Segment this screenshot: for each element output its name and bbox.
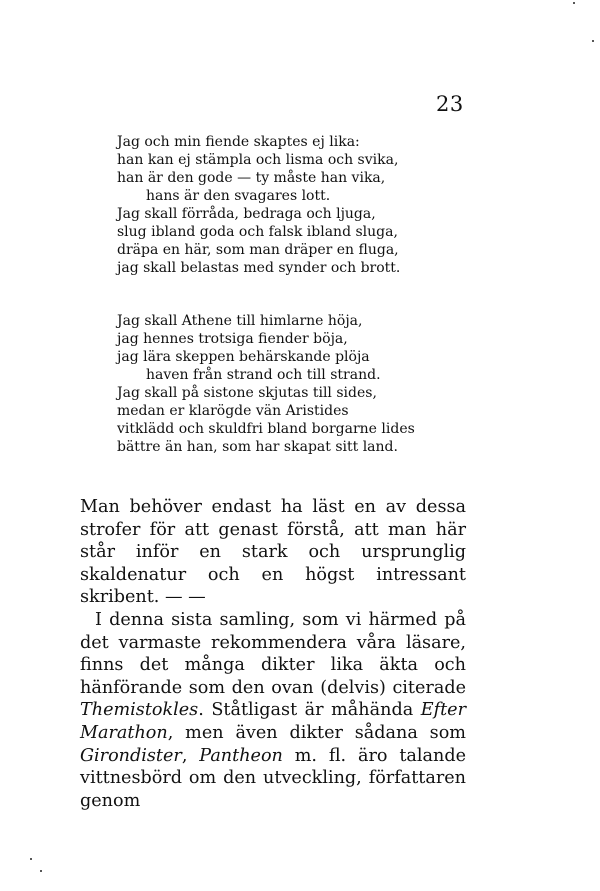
poem-line: jag lära skeppen behärskande plöja	[117, 349, 370, 365]
prose-text: m. fl. äro talande vittnesbörd om den utveckling, författaren genom	[80, 745, 466, 811]
poem-stanza-2	[117, 312, 415, 456]
poem-line: haven från strand och till strand.	[146, 367, 381, 383]
poem-line: medan er klarögde vän Aristides	[117, 403, 349, 419]
prose-text: , men även dikter sådana som	[167, 722, 466, 743]
poem-line: Jag skall på sistone skjutas till sides,	[117, 385, 377, 401]
poem-line: han är den gode — ty måste han vika,	[117, 170, 386, 186]
poem-line: Jag skall förråda, bedraga och ljuga,	[117, 206, 376, 222]
page-number: 23	[436, 92, 464, 116]
prose-text: . Ståtligast är måhända	[198, 700, 421, 721]
scan-speck	[573, 2, 575, 4]
prose-paragraph-2	[80, 609, 466, 812]
prose-text: ,	[181, 745, 200, 766]
poem-stanza-1	[117, 133, 400, 277]
prose-body	[80, 496, 466, 812]
scan-speck	[592, 40, 594, 42]
poem-line: hans är den svagares lott.	[146, 188, 331, 204]
poem-line: slug ibland goda och falsk ibland sluga,	[117, 224, 398, 240]
poem-line: jag hennes trotsiga fiender böja,	[117, 331, 348, 347]
poem-line: jag skall belastas med synder och brott.	[117, 260, 401, 276]
poem-line: dräpa en här, som man dräper en fluga,	[117, 242, 399, 258]
work-title-efter-marathon: Efter Marathon	[80, 700, 466, 743]
poem-line: vitklädd och skuldfri bland borgarne lides	[117, 421, 415, 437]
prose-paragraph-1: Man behöver endast ha läst en av dessa strofer för att genast förstå, att man här står inför en stark och ursprunglig skaldenatur och en högst intressant skribent. — —	[80, 497, 466, 608]
poem-line: Jag skall Athene till himlarne höja,	[117, 313, 363, 329]
poem-line: bättre än han, som har skapat sitt land.	[117, 439, 398, 455]
work-title-girondister: Girondister	[80, 745, 182, 766]
poem-line: Jag och min fiende skaptes ej lika:	[117, 134, 360, 150]
work-title-themistokles: Themistokles	[80, 700, 199, 721]
prose-text: I denna sista samling, som vi härmed på det varmaste rekommendera våra läsare, finns det många dikter lika äkta och hänförande som den ovan (delvis) citerade	[80, 609, 466, 698]
scan-speck	[30, 858, 32, 860]
poem-line: han kan ej stämpla och lisma och svika,	[117, 152, 399, 168]
work-title-pantheon: Pantheon	[199, 745, 283, 766]
scan-speck	[40, 870, 42, 872]
